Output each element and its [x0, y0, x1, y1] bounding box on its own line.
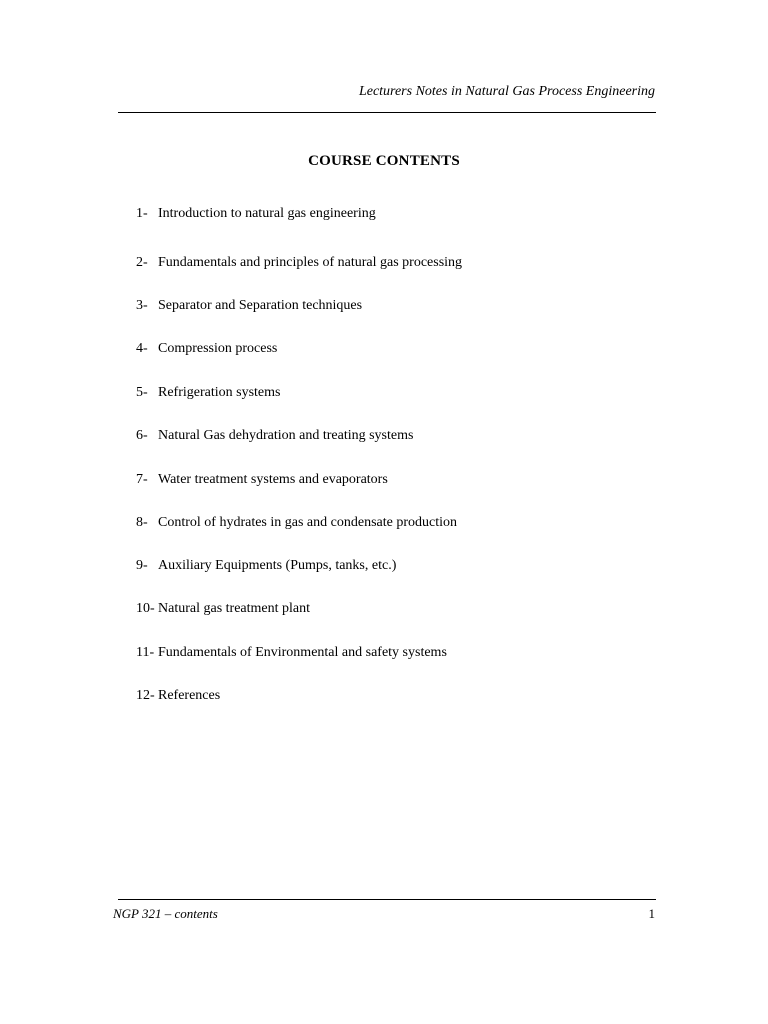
list-item [136, 472, 388, 488]
list-item [136, 298, 362, 314]
item-label: Fundamentals of Environmental and safety systems [158, 645, 447, 660]
item-number: 11- [136, 645, 155, 660]
item-label: Separator and Separation techniques [158, 298, 363, 313]
item-number: 5- [136, 385, 148, 400]
contents-list [136, 0, 656, 1024]
item-number: 3- [136, 298, 148, 313]
list-item [136, 385, 280, 401]
list-item [136, 255, 462, 271]
item-number: 2- [136, 255, 148, 270]
item-label: Introduction to natural gas engineering [158, 206, 376, 221]
item-label: Natural gas treatment plant [158, 601, 310, 616]
item-number: 9- [136, 558, 148, 573]
item-label: Control of hydrates in gas and condensate production [158, 515, 457, 530]
list-item [136, 558, 396, 574]
item-label: References [158, 688, 221, 703]
item-number: 10- [136, 601, 155, 616]
page-title: COURSE CONTENTS [308, 153, 460, 169]
list-item [136, 341, 277, 357]
item-number: 6- [136, 428, 148, 443]
list-item [136, 601, 310, 617]
item-number: 1- [136, 206, 148, 221]
running-header: Lecturers Notes in Natural Gas Process Engineering [358, 84, 655, 99]
list-item [136, 645, 447, 661]
item-label: Refrigeration systems [158, 385, 281, 400]
item-label: Natural Gas dehydration and treating systems [158, 428, 414, 443]
item-label: Fundamentals and principles of natural gas processing [158, 255, 463, 270]
list-item [136, 515, 457, 531]
list-item [136, 428, 413, 444]
item-label: Compression process [158, 341, 278, 356]
list-item [136, 688, 220, 704]
item-number: 4- [136, 341, 148, 356]
running-footer: NGP 321 – contents [113, 906, 218, 921]
footer-rule [118, 899, 656, 900]
item-label: Water treatment systems and evaporators [158, 472, 388, 487]
item-number: 7- [136, 472, 148, 487]
page-number: 1 [648, 906, 655, 921]
item-number: 12- [136, 688, 155, 703]
item-label: Auxiliary Equipments (Pumps, tanks, etc.) [158, 558, 397, 573]
item-number: 8- [136, 515, 148, 530]
list-item [136, 206, 376, 222]
